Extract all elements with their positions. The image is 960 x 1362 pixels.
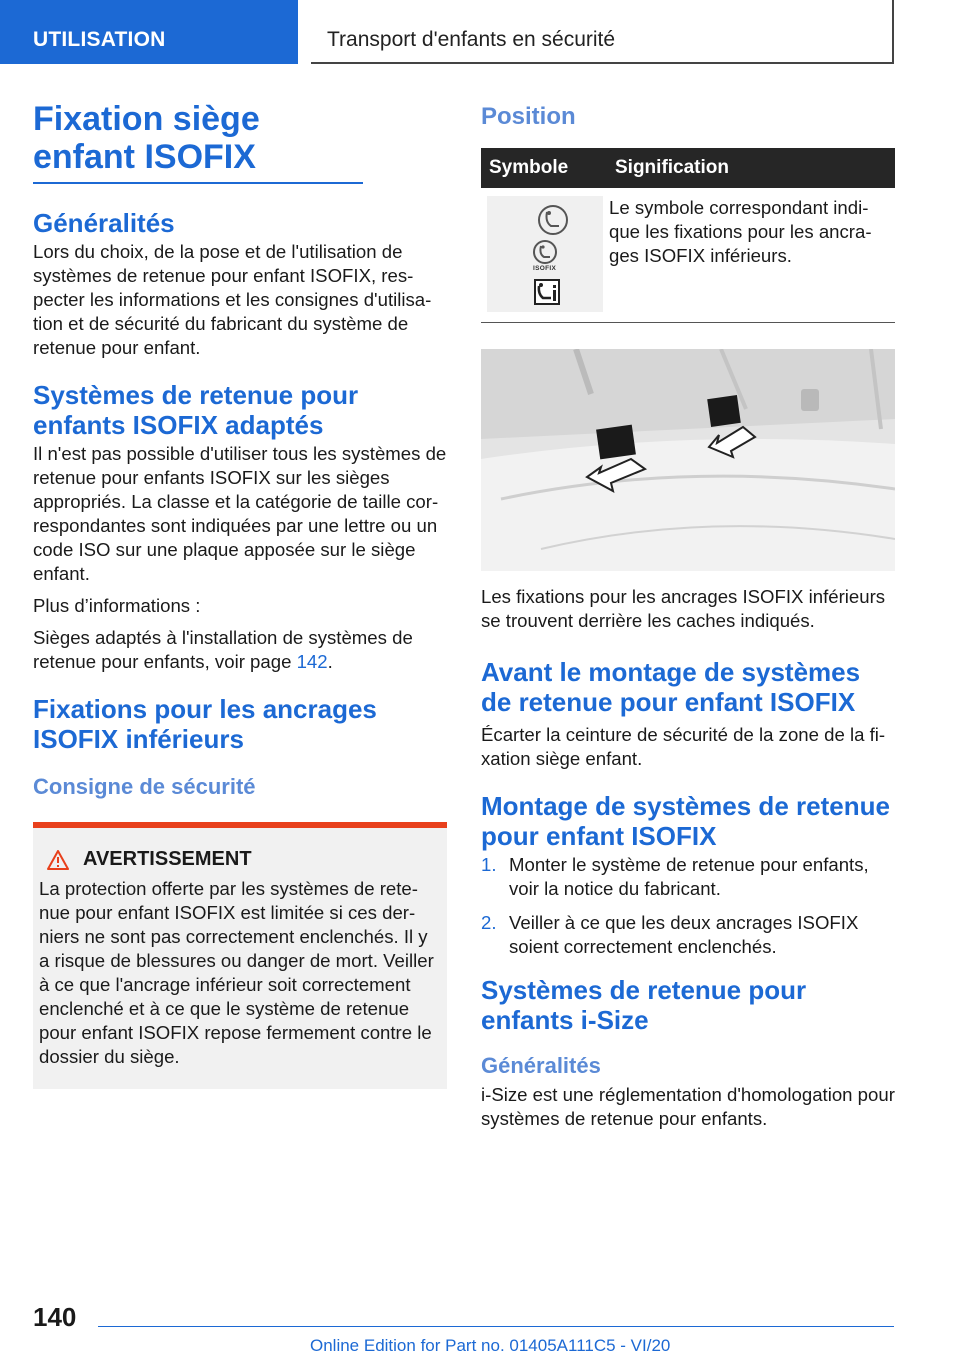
generalites-text: Lors du choix, de la pose et de l'utilisation de systèmes de retenue pour enfant ISOFIX, res-pecter les informations et les consignes d'utilisa-tion et de sécurité du fabricant du système de retenue pour enfant. [33, 241, 432, 358]
table-cell-meaning [607, 188, 895, 323]
step-text: Veiller à ce que les deux ancrages ISOFIX soient correctement enclenchés. [509, 912, 859, 957]
symbol-meaning-text: Le symbole correspondant indi-que les fixations pour les ancra-ges ISOFIX inférieurs. [609, 197, 872, 266]
warning-triangle-icon [47, 850, 69, 870]
more-info-text: Plus d’informations : [33, 595, 201, 616]
list-item [481, 911, 895, 959]
warning-box [33, 822, 447, 1089]
warning-title-row [39, 848, 439, 871]
heading-avant: Avant le montage de systèmes de retenue pour enfant ISOFIX [481, 657, 861, 717]
heading-fixations: Fixations pour les ancrages ISOFIX inférieurs [33, 694, 377, 754]
section-label: UTILISATION [33, 28, 166, 51]
table-row [481, 188, 895, 323]
avant-text: Écarter la ceinture de sécurité de la zone de la fi-xation siège enfant. [481, 724, 886, 769]
montage-steps [481, 853, 895, 959]
heading-isize-generalites: Généralités [481, 1053, 601, 1078]
left-column [33, 100, 447, 1089]
list-item [481, 853, 895, 901]
heading-generalites: Généralités [33, 208, 175, 238]
isofix-icon-label: ISOFIX [533, 265, 557, 272]
symbol-table [481, 148, 895, 323]
step-text: Monter le système de retenue pour enfants, voir la notice du fabricant. [509, 854, 869, 899]
step-number: 2. [481, 912, 497, 933]
chapter-label: Transport d'enfants en sécurité [327, 28, 616, 51]
isize-text: i-Size est une réglementation d'homologation pour systèmes de retenue pour enfants. [481, 1084, 895, 1129]
table-header-row [481, 148, 895, 188]
reference-body: Sièges adaptés à l'installation de systèmes de retenue pour enfants, voir page [33, 627, 413, 672]
section-tab [0, 0, 298, 64]
warning-text: La protection offerte par les systèmes de rete-nue pour enfant ISOFIX est limitée si ces der-niers ne sont pas correctement enclenchés. Il y a risque de blessures ou danger de mort. Veiller à ce que l'ancrage inférieur soit correctement enclenché et à ce que le système de retenue pour enfant ISOFIX repose fermement contre le dossier du siège. [39, 878, 434, 1067]
heading-consigne: Consigne de sécurité [33, 774, 256, 799]
heading-adapted: Systèmes de retenue pour enfants ISOFIX adaptés [33, 380, 359, 440]
reference-text [33, 626, 447, 674]
warning-title: AVERTISSEMENT [83, 848, 252, 870]
rear-seat-illustration [481, 349, 895, 571]
table-header-signification: Signification [607, 148, 895, 188]
page-title: Fixation siège enfant ISOFIX [33, 100, 363, 184]
step-number: 1. [481, 854, 497, 875]
footer-divider [98, 1326, 894, 1327]
reference-end: . [327, 651, 333, 672]
table-header-symbole: Symbole [481, 148, 607, 188]
table-cell-symbol [481, 188, 607, 323]
heading-isize: Systèmes de retenue pour enfants i-Size [481, 975, 807, 1035]
isofix-seat-icon [487, 196, 603, 312]
heading-position: Position [481, 103, 576, 130]
page-link[interactable]: 142 [296, 651, 328, 672]
adapted-text: Il n'est pas possible d'utiliser tous les systèmes de retenue pour enfants ISOFIX sur les sièges appropriés. La classe et la catégorie de taille cor-respondantes sont indiquées par une lettre ou un code ISO sur une plaque apposée sur le siège enfant. [33, 443, 447, 584]
rear-seat-image [481, 349, 895, 571]
heading-montage: Montage de systèmes de retenue pour enfant ISOFIX [481, 791, 890, 851]
image-caption: Les fixations pour les ancrages ISOFIX inférieurs se trouvent derrière les caches indiqués. [481, 586, 886, 631]
page-number: 140 [33, 1302, 77, 1332]
chapter-tab [311, 0, 894, 64]
right-column [481, 100, 895, 1131]
edition-text: Online Edition for Part no. 01405A111C5 - VI/20 [310, 1336, 671, 1355]
isofix-symbol-panel [487, 196, 603, 312]
